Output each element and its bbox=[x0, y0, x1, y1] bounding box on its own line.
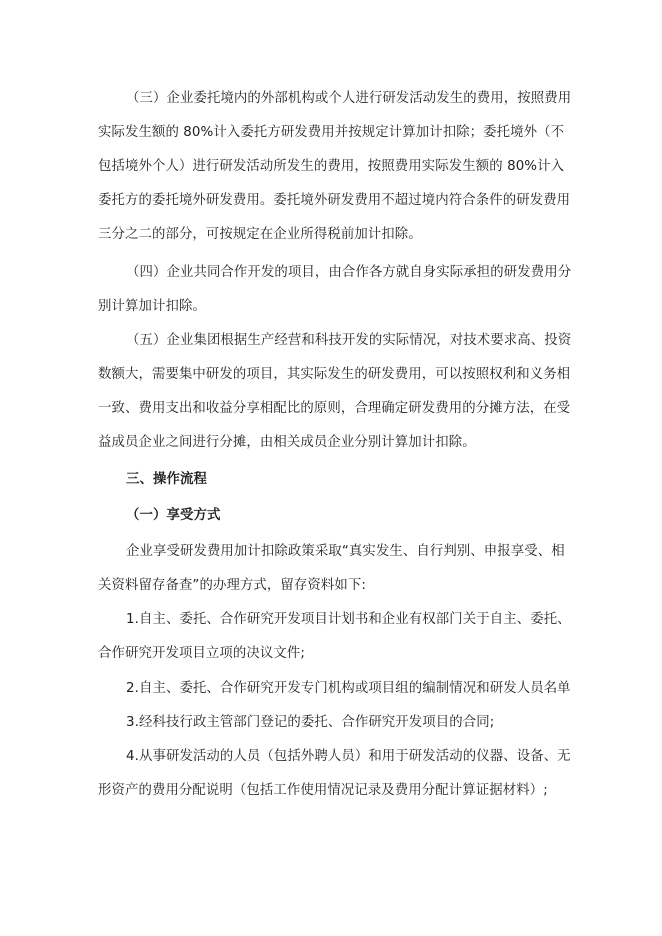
list-item-4-line-2: 形资产的费用分配说明（包括工作使用情况记录及费用分配计算证据材料）; bbox=[98, 783, 548, 798]
list-item-1-line-2: 合作研究开发项目立项的决议文件; bbox=[98, 646, 305, 661]
paragraph-5-line-2: 数额大，需要集中研发的项目，其实际发生的研发费用，可以按照权利和义务相 bbox=[98, 367, 571, 382]
paragraph-5-line-4: 益成员企业之间进行分摊，由相关成员企业分别计算加计扣除。 bbox=[98, 435, 476, 450]
intro-line-2: 关资料留存备查”的办理方式，留存资料如下: bbox=[98, 578, 366, 593]
paragraph-4-line-1: （四）企业共同合作开发的项目，由合作各方就自身实际承担的研发费用分 bbox=[126, 265, 572, 280]
list-item-2: 2.自主、委托、合作研究开发专门机构或项目组的编制情况和研发人员名单 bbox=[126, 681, 571, 696]
section-heading: 三、操作流程 bbox=[126, 472, 207, 487]
paragraph-3-line-4: 委托方的委托境外研发费用。委托境外研发费用不超过境内符合条件的研发费用 bbox=[98, 193, 571, 208]
intro-line-1: 企业享受研发费用加计扣除政策采取“真实发生、自行判别、申报享受、相 bbox=[126, 544, 565, 559]
paragraph-3-line-5: 三分之二的部分，可按规定在企业所得税前加计扣除。 bbox=[98, 227, 422, 242]
paragraph-3-line-1: （三）企业委托境内的外部机构或个人进行研发活动发生的费用，按照费用 bbox=[126, 91, 572, 106]
paragraph-3-line-2: 实际发生额的 80%计入委托方研发费用并按规定计算加计扣除；委托境外（不 bbox=[98, 125, 565, 140]
list-item-1-line-1: 1.自主、委托、合作研究开发项目计划书和企业有权部门关于自主、委托、 bbox=[126, 612, 571, 627]
paragraph-5-line-1: （五）企业集团根据生产经营和科技开发的实际情况，对技术要求高、投资 bbox=[126, 333, 572, 348]
paragraph-4-line-2: 别计算加计扣除。 bbox=[98, 299, 206, 314]
paragraph-5-line-3: 一致、费用支出和收益分享相配比的原则，合理确定研发费用的分摊方法，在受 bbox=[98, 401, 571, 416]
subsection-heading: （一）享受方式 bbox=[126, 508, 221, 523]
list-item-3: 3.经科技行政主管部门登记的委托、合作研究开发项目的合同; bbox=[126, 715, 495, 730]
list-item-4-line-1: 4.从事研发活动的人员（包括外聘人员）和用于研发活动的仪器、设备、无 bbox=[126, 749, 571, 764]
paragraph-3-line-3: 包括境外个人）进行研发活动所发生的费用，按照费用实际发生额的 80%计入 bbox=[98, 159, 565, 174]
